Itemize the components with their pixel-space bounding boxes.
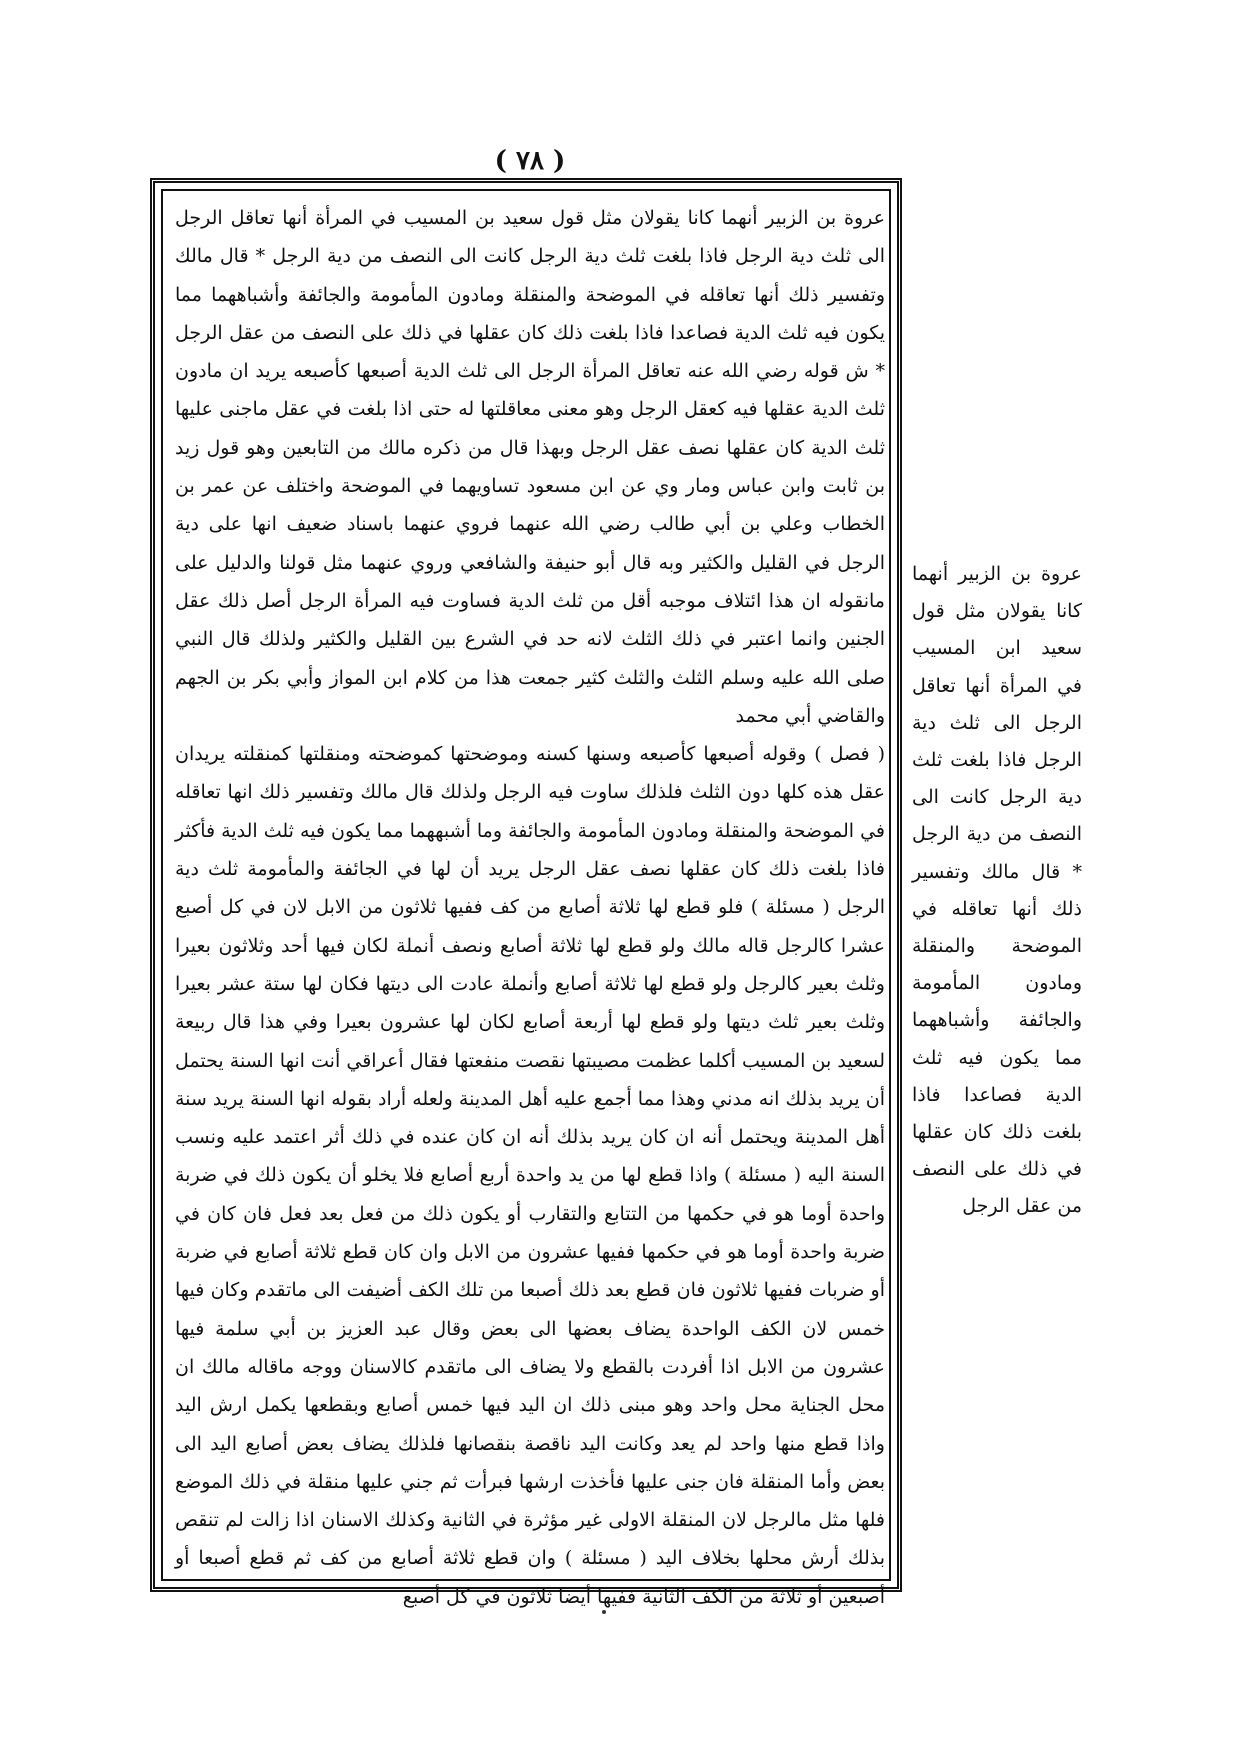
main-text-frame xyxy=(150,178,902,1608)
decorative-dot xyxy=(602,1610,606,1614)
main-commentary-text xyxy=(175,199,885,1608)
margin-note: عروة بن الزبير أنهما كانا يقولان مثل قول سعيد ابن المسيب في المرأة أنها تعاقل الرجل الى ثلث دية الرجل فاذا بلغت ثلث دية الرجل كانت الى النصف من دية الرجل * قال مالك وتفسير ذلك أنها تعاقله في الموضحة والمنقلة ومادون المأمومة والجائفة وأشباههما مما يكون فيه ثلث الدية فصاعدا فاذا بلغت ذلك كان عقلها في ذلك على النصف من عقل الرجل xyxy=(912,563,1082,1218)
commentary-paragraph-2: ( فصل ) وقوله أصبعها كأصبعه وسنها كسنه وموضحتها كموضحته ومنقلتها كمنقلته يريدان عقل هذه كلها دون الثلث فلذلك ساوت فيه الرجل ولذلك قال مالك وتفسير ذلك انها تعاقله في الموضحة والمنقلة ومادون المأمومة والجائفة وما أشبههما مما يكون فيه ثلث الدية فأكثر فاذا بلغت ذلك كان عقلها نصف عقل الرجل يريد أن لها في الجائفة والمأمومة ثلث دية الرجل ( مسئلة ) فلو قطع لها ثلاثة أصابع من كف ففيها ثلاثون من الابل لان في كل أصبع عشرا كالرجل قاله مالك ولو قطع لها ثلاثة أصابع ونصف أنملة لكان فيها أحد وثلاثون بعيرا وثلث بعير كالرجل ولو قطع لها ثلاثة أصابع وأنملة عادت الى ديتها فكان لها ستة عشر بعيرا وثلث بعير ثلث ديتها ولو قطع لها أربعة أصابع لكان لها عشرون بعيرا وفي هذا قال ربيعة لسعيد بن المسيب أكلما عظمت مصيبتها نقصت منفعتها فقال أعراقي أنت انها السنة يحتمل أن يريد بذلك انه مدني وهذا مما أجمع عليه أهل المدينة ولعله أراد بقوله انها السنة يريد سنة أهل المدينة ويحتمل أنه ان كان يريد بذلك أنه ان كان عنده في ذلك أثر اعتمد عليه ونسب السنة اليه ( مسئلة ) واذا قطع لها من يد واحدة أربع أصابع فلا يخلو أن يكون ذلك في ضربة واحدة أوما هو في حكمها من التتابع والتقارب أو يكون ذلك من فعل بعد فعل فان كان في ضربة واحدة أوما هو في حكمها ففيها عشرون من الابل وان كان قطع ثلاثة أصابع في ضربة أو ضربات ففيها ثلاثون فان قطع بعد ذلك أصبعا من تلك الكف أضيفت الى ماتقدم وكان فيها خمس لان الكف الواحدة يضاف بعضها الى بعض وقال عبد العزيز بن أبي سلمة فيها عشرون من الابل اذا أفردت بالقطع ولا يضاف الى ماتقدم كالاسنان ووجه ماقاله مالك ان محل الجناية محل واحد وهو مبنى ذلك ان اليد فيها خمس أصابع وبقطعها يكمل ارش اليد واذا قطع منها واحد لم يعد وكانت اليد ناقصة بنقصانها فلذلك يضاف بعض أصابع اليد الى بعض وأما المنقلة فان جنى عليها فأخذت ارشها فبرأت ثم جني عليها منقلة في ذلك الموضع فلها مثل مالرجل لان المنقلة الاولى غير مؤثرة في الثانية وكذلك الاسنان اذا زالت لم تنقص بذلك أرش محلها بخلاف اليد ( مسئلة ) وان قطع ثلاثة أصابع من كف ثم قطع أصبعا أو أصبعين أو ثلاثة من الكف الثانية ففيها أيضا ثلاثون في كل أصبع xyxy=(175,743,885,1608)
commentary-paragraph-1: عروة بن الزبير أنهما كانا يقولان مثل قول سعيد بن المسيب في المرأة أنها تعاقل الرجل الى ثلث دية الرجل فاذا بلغت ثلث دية الرجل كانت الى النصف من دية الرجل * قال مالك وتفسير ذلك أنها تعاقله في الموضحة والمنقلة ومادون المأمومة والجائفة وأشباههما مما يكون فيه ثلث الدية فصاعدا فاذا بلغت ذلك كان عقلها في ذلك على النصف من عقل الرجل * ش قوله رضي الله عنه تعاقل المرأة الرجل الى ثلث الدية أصبعها كأصبعه يريد ان مادون ثلث الدية عقلها فيه كعقل الرجل وهو معنى معاقلتها له حتى اذا بلغت في عقل ماجنى عليها ثلث الدية كان عقلها نصف عقل الرجل وبهذا قال من ذكره مالك من التابعين وهو قول زيد بن ثابت وابن عباس ومار وي عن ابن مسعود تساويهما في الموضحة واختلف عن عمر بن الخطاب وعلي بن أبي طالب رضي الله عنهما فروي عنهما باسناد ضعيف انها على دية الرجل في القليل والكثير وبه قال أبو حنيفة والشافعي وروي عنهما مثل قولنا والدليل على مانقوله ان هذا ائتلاف موجبه أقل من ثلث الدية فساوت فيه المرأة الرجل أصل ذلك عقل الجنين وانما اعتبر في ذلك الثلث لانه حد في الشرع بين القليل والكثير ولذلك قال النبي صلى الله عليه وسلم الثلث والثلث كثير جمعت هذا من كلام ابن المواز وأبي بكر بن الجهم والقاضي أبي محمد xyxy=(175,207,885,727)
page-number: ( ٧٨ ) xyxy=(494,146,566,176)
